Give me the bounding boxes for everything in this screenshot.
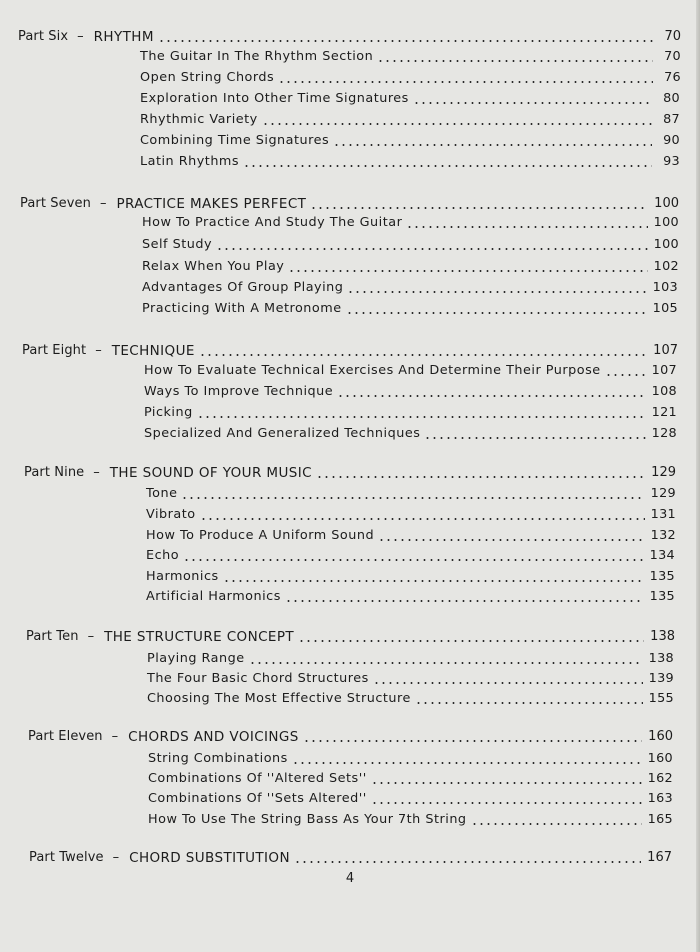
toc-section-entry[interactable]: [144, 382, 677, 400]
toc-section-entry[interactable]: [142, 299, 678, 317]
part-title: RHYTHM: [93, 29, 154, 45]
part-label: Part Eight: [22, 343, 87, 358]
toc-section-entry[interactable]: [140, 68, 681, 86]
dot-leader: [373, 682, 643, 684]
page-number-ref: 100: [654, 196, 679, 211]
section-title: How To Evaluate Technical Exercises And Determine Their Purpose: [144, 363, 601, 378]
toc-section-entry[interactable]: [148, 789, 673, 807]
page-number-ref: 131: [650, 507, 676, 522]
dot-leader: [406, 226, 647, 228]
page-number-ref: 129: [651, 465, 676, 480]
section-title: Choosing The Most Effective Structure: [147, 691, 411, 706]
dot-leader: [200, 518, 645, 520]
section-title: Specialized And Generalized Techniques: [144, 426, 421, 441]
page-number-ref: 162: [647, 771, 673, 786]
page-number-ref: 107: [653, 343, 678, 358]
toc-section-entry[interactable]: [142, 213, 679, 231]
dot-leader: [181, 497, 644, 499]
dot-leader: [337, 395, 646, 397]
dot-leader: [378, 539, 645, 541]
page-number-ref: 80: [663, 91, 680, 106]
toc-section-entry[interactable]: [146, 546, 675, 564]
toc-section-entry[interactable]: [140, 47, 681, 65]
toc-section-entry[interactable]: [142, 278, 678, 296]
toc-section-entry[interactable]: [144, 424, 677, 442]
dot-leader: [158, 40, 653, 42]
page-number-ref: 155: [648, 691, 674, 706]
page-number-ref: 70: [664, 49, 681, 64]
page-number-ref: 102: [653, 259, 679, 274]
section-title: Combinations Of ''Altered Sets'': [148, 771, 367, 786]
part-title: THE SOUND OF YOUR MUSIC: [109, 465, 312, 481]
dot-leader: [347, 291, 646, 293]
dot-leader: [223, 580, 644, 582]
dot-leader: [285, 600, 644, 602]
dot-leader: [292, 762, 642, 764]
part-label: Part Seven: [20, 196, 91, 211]
toc-section-entry[interactable]: [146, 587, 675, 605]
page-number-ref: 129: [650, 486, 676, 501]
page-number-ref: 165: [647, 812, 673, 827]
page-number-ref: 90: [663, 133, 680, 148]
dot-leader: [413, 102, 652, 104]
toc-section-entry[interactable]: [140, 89, 680, 107]
dot-leader: [243, 165, 652, 167]
section-title: Combining Time Signatures: [140, 133, 330, 148]
dot-leader: [216, 248, 648, 250]
page-number-ref: 138: [648, 651, 674, 666]
section-title: Harmonics: [146, 569, 219, 584]
section-title: Advantages Of Group Playing: [142, 280, 344, 295]
page-number-ref: 128: [651, 426, 677, 441]
section-title: Combinations Of ''Sets Altered'': [148, 791, 367, 806]
section-title: Artificial Harmonics: [146, 589, 281, 604]
section-title: Ways To Improve Technique: [144, 384, 334, 399]
page-number: 4: [345, 871, 355, 886]
page-number-ref: 107: [651, 363, 677, 378]
part-title: PRACTICE MAKES PERFECT: [116, 196, 307, 212]
dot-leader: [316, 476, 645, 478]
part-dash: –: [112, 850, 120, 865]
section-title: Relax When You Play: [142, 259, 285, 274]
part-title: THE STRUCTURE CONCEPT: [104, 629, 295, 645]
page-number-ref: 108: [651, 384, 677, 399]
dot-leader: [371, 782, 642, 784]
dot-leader: [197, 416, 646, 418]
toc-section-entry[interactable]: [146, 484, 676, 502]
dot-leader: [471, 823, 642, 825]
toc-part-entry[interactable]: [22, 341, 678, 359]
page-number-ref: 135: [649, 589, 675, 604]
dot-leader: [262, 123, 652, 125]
part-title: TECHNIQUE: [111, 343, 195, 359]
dot-leader: [298, 640, 644, 642]
dot-leader: [424, 437, 645, 439]
toc-section-entry[interactable]: [148, 810, 673, 828]
dot-leader: [294, 861, 641, 863]
part-title: CHORDS AND VOICINGS: [128, 729, 299, 745]
toc-part-entry[interactable]: [26, 627, 675, 645]
page-number-ref: 134: [649, 548, 675, 563]
section-title: How To Practice And Study The Guitar: [142, 215, 403, 230]
section-title: Self Study: [142, 237, 213, 252]
toc-part-entry[interactable]: [29, 848, 672, 866]
part-title: CHORD SUBSTITUTION: [129, 850, 290, 866]
toc-section-entry[interactable]: [142, 257, 679, 275]
dot-leader: [288, 270, 647, 272]
page-number-ref: 138: [650, 629, 675, 644]
page-number-ref: 100: [653, 237, 679, 252]
section-title: Rhythmic Variety: [140, 112, 258, 127]
part-dash: –: [99, 196, 107, 211]
dot-leader: [183, 559, 644, 561]
toc-section-entry[interactable]: [147, 649, 674, 667]
dot-leader: [415, 702, 643, 704]
page-number-ref: 87: [663, 112, 680, 127]
part-label: Part Nine: [24, 465, 85, 480]
section-title: The Four Basic Chord Structures: [147, 671, 369, 686]
section-title: Latin Rhythms: [140, 154, 240, 169]
page-number-ref: 105: [652, 301, 678, 316]
part-label: Part Ten: [26, 629, 79, 644]
page-number-ref: 160: [648, 729, 673, 744]
page-number-ref: 100: [653, 215, 679, 230]
section-title: Practicing With A Metronome: [142, 301, 342, 316]
toc-part-entry[interactable]: [24, 463, 676, 481]
toc-section-entry[interactable]: [140, 152, 680, 170]
page-number-ref: 139: [648, 671, 674, 686]
toc-section-entry[interactable]: [146, 567, 675, 585]
toc-section-entry[interactable]: [146, 505, 676, 523]
dot-leader: [199, 354, 647, 356]
page-number-ref: 70: [664, 29, 681, 44]
page-number-ref: 160: [647, 751, 673, 766]
page-number-ref: 163: [647, 791, 673, 806]
section-title: Open String Chords: [140, 70, 275, 85]
toc-section-entry[interactable]: [148, 749, 673, 767]
toc-section-entry[interactable]: [142, 235, 679, 253]
page-number-ref: 103: [652, 280, 678, 295]
part-dash: –: [111, 729, 119, 744]
section-title: String Combinations: [148, 751, 288, 766]
toc-part-entry[interactable]: [20, 194, 679, 212]
toc-section-entry[interactable]: [140, 110, 680, 128]
page-number-ref: 76: [664, 70, 681, 85]
part-label: Part Twelve: [29, 850, 104, 865]
part-dash: –: [87, 629, 95, 644]
page-number-ref: 121: [651, 405, 677, 420]
dot-leader: [371, 802, 642, 804]
toc-section-entry[interactable]: [146, 526, 676, 544]
section-title: Echo: [146, 548, 180, 563]
section-title: Exploration Into Other Time Signatures: [140, 91, 409, 106]
page-number-ref: 167: [647, 850, 672, 865]
dot-leader: [303, 740, 642, 742]
page-number-ref: 135: [649, 569, 675, 584]
page-number-ref: 132: [650, 528, 676, 543]
section-title: Picking: [144, 405, 193, 420]
toc-section-entry[interactable]: [147, 689, 674, 707]
toc-section-entry[interactable]: [147, 669, 674, 687]
dot-leader: [310, 207, 648, 209]
dot-leader: [333, 144, 652, 146]
part-dash: –: [93, 465, 100, 480]
section-title: Vibrato: [146, 507, 196, 522]
section-title: How To Produce A Uniform Sound: [146, 528, 375, 543]
page-number-ref: 93: [663, 154, 680, 169]
toc-section-entry[interactable]: [140, 131, 680, 149]
section-title: How To Use The String Bass As Your 7th String: [148, 812, 467, 827]
dot-leader: [346, 312, 647, 314]
part-label: Part Eleven: [28, 729, 103, 744]
toc-part-entry[interactable]: [28, 727, 673, 745]
part-label: Part Six: [18, 29, 69, 44]
part-dash: –: [77, 29, 84, 44]
toc-section-entry[interactable]: [148, 769, 673, 787]
section-title: The Guitar In The Rhythm Section: [140, 49, 374, 64]
dot-leader: [605, 374, 646, 376]
section-title: Playing Range: [147, 651, 245, 666]
toc-section-entry[interactable]: [144, 403, 677, 421]
dot-leader: [377, 60, 653, 62]
part-dash: –: [95, 343, 102, 358]
dot-leader: [249, 662, 643, 664]
toc-section-entry[interactable]: [144, 361, 677, 379]
section-title: Tone: [146, 486, 178, 501]
toc-part-entry[interactable]: [18, 27, 681, 45]
dot-leader: [278, 81, 653, 83]
